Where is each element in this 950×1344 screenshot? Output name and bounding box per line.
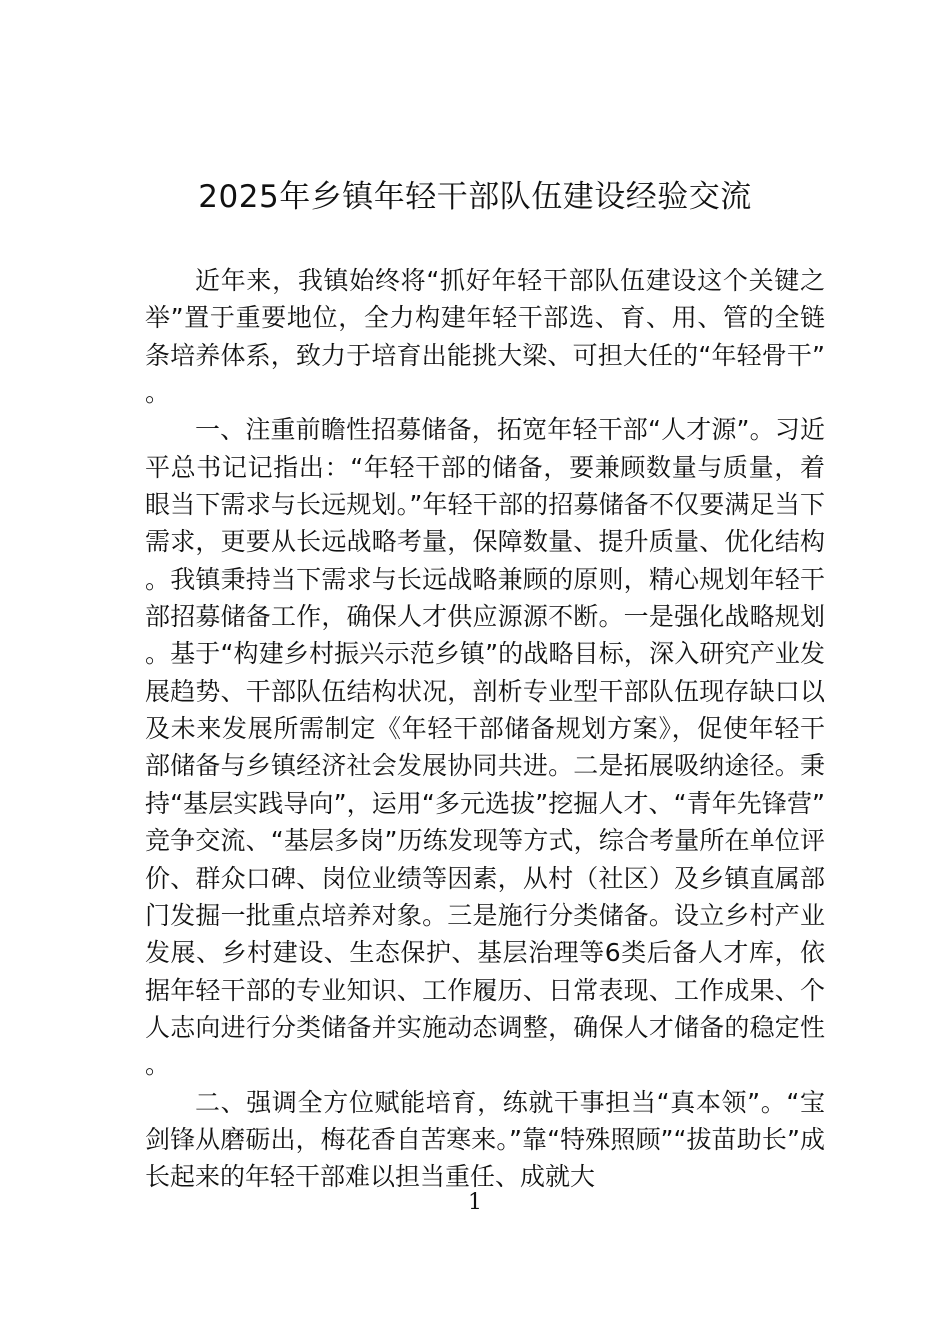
document-body bbox=[145, 262, 825, 1196]
paragraph-section-one: 一、注重前瞻性招募储备，拓宽年轻干部“人才源”。习近平总书记记指出：“年轻干部的储备，要兼顾数量与质量，着眼当下需求与长远规划。”年轻干部的招募储备不仅要满足当下需求，更要从长远战略考量，保障数量、提升质量、优化结构。我镇秉持当下需求与长远战略兼顾的原则，精心规划年轻干部招募储备工作，确保人才供应源源不断。一是强化战略规划。基于“构建乡村振兴示范乡镇”的战略目标，深入研究产业发展趋势、干部队伍结构状况，剖析专业型干部队伍现存缺口以及未来发展所需制定《年轻干部储备规划方案》，促使年轻干部储备与乡镇经济社会发展协同共进。二是拓展吸纳途径。秉持“基层实践导向”，运用“多元选拔”挖掘人才、“青年先锋营”竞争交流、“基层多岗”历练发现等方式，综合考量所在单位评价、群众口碑、岗位业绩等因素，从村（社区）及乡镇直属部门发掘一批重点培养对象。三是施行分类储备。设立乡村产业发展、乡村建设、生态保护、基层治理等6类后备人才库，依据年轻干部的专业知识、工作履历、日常表现、工作成果、个人志向进行分类储备并实施动态调整，确保人才储备的稳定性。 bbox=[145, 415, 825, 1080]
paragraph-section-two: 二、强调全方位赋能培育，练就干事担当“真本领”。“宝剑锋从磨砺出，梅花香自苦寒来。”靠“特殊照顾”“拔苗助长”成长起来的年轻干部难以担当重任、成就大 bbox=[145, 1087, 825, 1192]
page-number: 1 bbox=[468, 1190, 482, 1215]
paragraph-intro: 近年来，我镇始终将“抓好年轻干部队伍建设这个关键之举”置于重要地位，全力构建年轻干部选、育、用、管的全链条培养体系，致力于培育出能挑大梁、可担大任的“年轻骨干”。 bbox=[145, 266, 825, 408]
document-title: 2025年乡镇年轻干部队伍建设经验交流 bbox=[198, 179, 752, 215]
